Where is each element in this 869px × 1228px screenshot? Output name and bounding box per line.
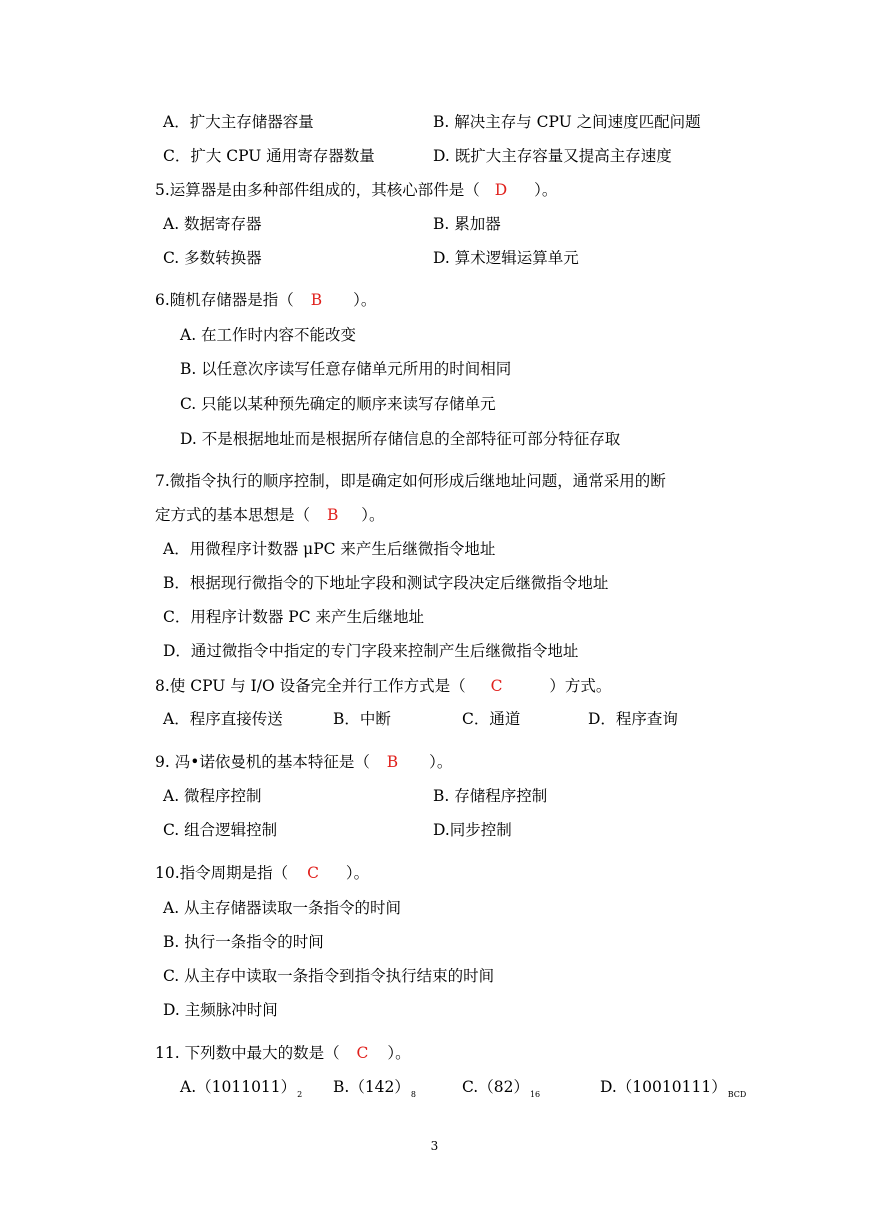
q9-option-d: D.同步控制 (433, 821, 512, 839)
q11-option-c (462, 1076, 540, 1101)
q11-stem (155, 1042, 411, 1064)
q11-option-a (180, 1076, 302, 1101)
q5-option-a: A. 数据寄存器 (163, 215, 262, 233)
q10-answer: C (307, 864, 319, 882)
q5-answer: D (494, 181, 508, 199)
q7-option-d: D．通过微指令中指定的专门字段来控制产生后继微指令地址 (163, 642, 579, 660)
q9-stem-text: 9. 冯•诺依曼机的基本特征是（ (155, 753, 370, 771)
q4-option-c: C．扩大 CPU 通用寄存器数量 (163, 147, 375, 165)
q10-stem-text: 10.指令周期是指（ (155, 864, 289, 882)
q9-option-b: B. 存储程序控制 (433, 787, 548, 805)
q11-option-a-text: A.（1011011） (180, 1078, 297, 1096)
q7-stem-text: 定方式的基本思想是（ (155, 506, 311, 524)
q6-option-c: C. 只能以某种预先确定的顺序来读写存储单元 (180, 395, 496, 413)
q10-stem-end: ）。 (345, 864, 370, 882)
q7-option-a: A．用微程序计数器 μPC 来产生后继微指令地址 (163, 540, 496, 558)
q11-option-c-base: 16 (529, 1090, 541, 1099)
q9-stem (155, 751, 452, 773)
q11-option-d-base: BCD (727, 1090, 747, 1099)
q7-stem-line1: 7.微指令执行的顺序控制，即是确定如何形成后继地址问题，通常采用的断 (155, 472, 666, 490)
q10-option-d: D. 主频脉冲时间 (163, 1001, 278, 1019)
q8-stem-end: ）方式。 (549, 677, 612, 695)
q11-option-d (600, 1076, 746, 1101)
q9-option-c: C. 组合逻辑控制 (163, 821, 278, 839)
q11-option-d-text: D.（10010111） (600, 1078, 727, 1096)
q11-answer: C (356, 1044, 369, 1062)
q5-stem-text: 5.运算器是由多种部件组成的，其核心部件是（ (155, 181, 480, 199)
q6-option-d: D. 不是根据地址而是根据所存储信息的全部特征可部分特征存取 (180, 430, 621, 448)
q8-option-c: C．通道 (462, 710, 521, 728)
q7-stem-line2 (155, 504, 385, 526)
q9-stem-end: ）。 (429, 753, 453, 771)
q5-stem-end: ）。 (534, 181, 558, 199)
q11-option-b (333, 1076, 416, 1101)
q8-option-a: A．程序直接传送 (163, 710, 283, 728)
q10-option-b: B. 执行一条指令的时间 (163, 933, 324, 951)
q11-option-b-text: B.（142） (333, 1078, 410, 1096)
q10-option-c: C. 从主存中读取一条指令到指令执行结束的时间 (163, 967, 495, 985)
q9-answer: B (386, 753, 399, 771)
q11-stem-text: 11. 下列数中最大的数是（ (155, 1044, 340, 1062)
q6-stem-end: ）。 (353, 291, 377, 309)
q7-option-b: B．根据现行微指令的下地址字段和测试字段决定后继微指令地址 (163, 574, 609, 592)
q11-stem-end: ）。 (387, 1044, 411, 1062)
q10-option-a: A. 从主存储器读取一条指令的时间 (163, 899, 402, 917)
q4-option-a: A．扩大主存储器容量 (163, 113, 314, 131)
q8-option-b: B．中断 (333, 710, 391, 728)
q5-option-b: B. 累加器 (433, 215, 501, 233)
q6-stem (155, 289, 376, 311)
q11-option-a-base: 2 (297, 1090, 303, 1099)
q8-answer: C (490, 677, 503, 695)
page-number: 3 (430, 1139, 439, 1153)
q5-stem (155, 179, 557, 201)
q6-answer: B (310, 291, 323, 309)
q11-option-b-base: 8 (410, 1090, 416, 1099)
q8-stem-text: 8.使 CPU 与 I/O 设备完全并行工作方式是（ (155, 677, 466, 695)
q11-option-c-text: C.（82） (462, 1078, 529, 1096)
q6-option-a: A. 在工作时内容不能改变 (180, 326, 357, 344)
q4-option-d: D. 既扩大主存容量又提高主存速度 (433, 147, 672, 165)
q7-answer: B (326, 506, 339, 524)
q9-option-a: A. 微程序控制 (163, 787, 262, 805)
q6-option-b: B. 以任意次序读写任意存储单元所用的时间相同 (180, 360, 512, 378)
q5-option-c: C. 多数转换器 (163, 249, 262, 267)
q6-stem-text: 6.随机存储器是指（ (155, 291, 294, 309)
q8-stem (155, 675, 611, 697)
q4-option-b: B. 解决主存与 CPU 之间速度匹配问题 (433, 113, 701, 131)
q7-stem-end: ）。 (361, 506, 385, 524)
q5-option-d: D. 算术逻辑运算单元 (433, 249, 579, 267)
q10-stem (155, 862, 369, 884)
q7-option-c: C．用程序计数器 PC 来产生后继地址 (163, 608, 425, 626)
q8-option-d: D．程序查询 (588, 710, 678, 728)
